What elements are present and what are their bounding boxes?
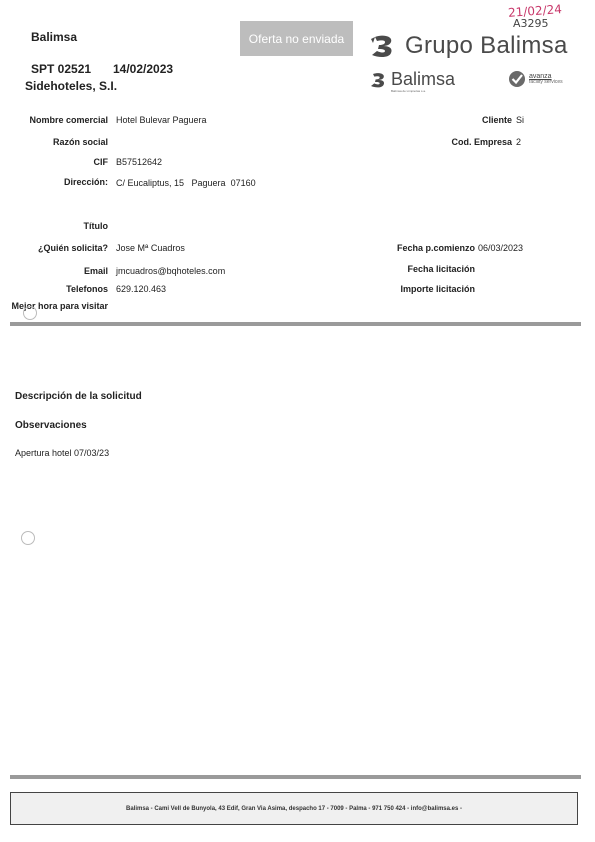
footer-address: Balimsa - Cami Vell de Bunyola, 43 Edif, Gran Via Asima, despacho 17 - 7009 - Palma - 971 750 424 - info@balimsa.es - — [10, 792, 578, 825]
client-name: Sidehoteles, S.I. — [25, 79, 118, 93]
handwritten-date: 21/02/24 — [507, 2, 563, 20]
header-divider — [10, 322, 581, 326]
label-razon-social: Razón social — [52, 137, 108, 147]
observaciones-text: Apertura hotel 07/03/23 — [15, 448, 110, 458]
value-quien-solicita: Jose Mª Cuadros — [116, 243, 185, 253]
label-fecha-licitacion: Fecha licitación — [407, 264, 475, 274]
avanza-name: avanza — [529, 73, 552, 80]
label-titulo: Título — [83, 221, 108, 231]
value-nombre-comercial: Hotel Bulevar Paguera — [116, 115, 207, 125]
value-cliente: Si — [516, 115, 525, 125]
label-quien-solicita: ¿Quién solicita? — [37, 243, 108, 253]
label-cif: CIF — [93, 157, 108, 167]
label-cliente: Cliente — [481, 115, 512, 125]
label-telefonos: Telefonos — [66, 284, 108, 294]
balimsa-tagline: Balimsa de Limpiezas s.a. — [391, 89, 426, 93]
footer-divider — [10, 775, 581, 779]
balimsa-small-b-icon — [369, 71, 389, 89]
label-nombre-comercial: Nombre comercial — [29, 115, 108, 125]
label-cod-empresa: Cod. Empresa — [451, 137, 512, 147]
document-date: 14/02/2023 — [113, 62, 174, 76]
grupo-balimsa-logo — [369, 32, 568, 60]
avanza-logo — [508, 70, 563, 88]
value-fecha-comienzo: 06/03/2023 — [478, 243, 524, 253]
document-code: SPT 02521 — [31, 62, 92, 76]
label-importe-licitacion: Importe licitación — [400, 284, 475, 294]
label-fecha-comienzo: Fecha p.comienzo — [396, 243, 475, 253]
status-badge: Oferta no enviada — [240, 21, 353, 56]
value-email: jmcuadros@bqhoteles.com — [116, 266, 226, 276]
company-name: Balimsa — [31, 30, 78, 44]
value-cod-empresa: 2 — [516, 137, 522, 147]
label-direccion: Dirección: — [63, 177, 108, 187]
label-email: Email — [83, 266, 108, 276]
grupo-balimsa-text: Grupo Balimsa — [405, 32, 568, 59]
value-cif: B57512642 — [116, 157, 163, 167]
handwritten-ref: A3295 — [513, 17, 549, 30]
value-direccion: C/ Eucaliptus, 15 Paguera 07160 — [116, 178, 256, 188]
punch-hole-top — [23, 306, 37, 320]
value-telefonos: 629.120.463 — [116, 284, 167, 294]
balimsa-logo — [369, 69, 456, 93]
balimsa-logo-text: Balimsa — [391, 69, 456, 89]
avanza-check-icon — [508, 70, 526, 88]
punch-hole-middle — [21, 531, 35, 545]
label-mejor-hora: Mejor hora para visitar — [11, 301, 108, 311]
avanza-sub: facility services — [529, 79, 563, 85]
balimsa-b-icon — [369, 33, 399, 59]
descripcion-heading: Descripción de la solicitud — [15, 391, 142, 402]
observaciones-heading: Observaciones — [15, 420, 87, 431]
